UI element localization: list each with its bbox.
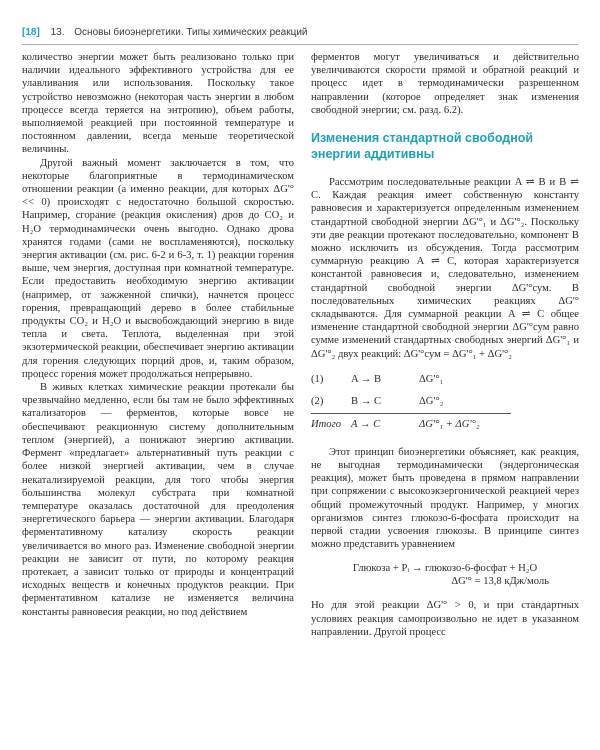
- paragraph: Этот принцип биоэнергетики объясняет, как реакция, не выгодная термодинамически (эндергоническая реакция), может быть проведена в прямом направлении при сопряжении с высокоэкзергонической реакцией через общий промежуточный продукт. Например, у многих организмов синтез глюкозо-6-фосфата происходит на первой стадии усвоения глюкозы. В принципе синтез можно представить уравнением: [311, 446, 579, 551]
- paragraph: Рассмотрим последовательные реакции A ⇌ B и B ⇌ C. Каждая реакция имеет собственную константу равновесия и характеризуется определенным изменением стандартной свободной энергии ΔG'°₁ и ΔG'°₂. Поскольку эти две реакции протекают последовательно, компонент B можно исключить из обсуждения. Тогда рассмотрим суммарную реакцию A ⇌ C, которая характеризуется константой равновесия и, следовательно, изменением стандартной свободной энергии ΔG'°сум. В последовательных химических реакциях ΔG'° складываются. Для суммарной реакции A ⇌ C общее изменение стандартной свободной энергии ΔG'°сум равно сумме изменений стандартных свободных энергий ΔG'°₁ и ΔG'°₂ двух реакций: ΔG'°сум = ΔG'°₁ + ΔG'°₂: [311, 177, 579, 360]
- paragraph: количество энергии может быть реализовано только при наличии идеального эффективного устройства для ее улавливания или использования. Поскольку такое устройство невозможно (некоторая часть энергии в любом процессе всегда теряется на энтропию), объем работы, выполняемой реакцией при постоянной температуре и постоянном давлении, всегда меньше теоретической величины.: [22, 52, 294, 156]
- reaction-table: [311, 369, 511, 436]
- reaction-equation: B → C: [351, 396, 382, 408]
- running-header: [22, 27, 308, 41]
- right-column: [311, 51, 579, 639]
- reaction-label: (2): [311, 396, 324, 408]
- header-rule: [22, 44, 578, 45]
- reaction-energy: ΔG'°₁ + ΔG'°₂: [419, 413, 511, 436]
- reaction-energy: ΔG'°₁: [419, 374, 444, 386]
- table-row-total: [311, 413, 511, 436]
- reaction-label: Итого: [311, 413, 351, 436]
- reaction-energy: ΔG'°₂: [419, 396, 444, 408]
- equation-energy: ΔG'° = 13,8 кДж/моль: [451, 576, 549, 588]
- reaction-equation: A → B: [351, 374, 382, 386]
- chapter-title: Основы биоэнергетики. Типы химических реакций: [74, 27, 308, 38]
- equation: Глюкоза + Pᵢ → глюкозо-6-фосфат + H₂O: [352, 563, 538, 575]
- reaction-label: (1): [311, 374, 324, 386]
- reaction-equation: A → C: [351, 413, 419, 436]
- table-row: [311, 369, 511, 391]
- chapter-number: 13.: [50, 27, 65, 38]
- paragraph: Другой важный момент заключается в том, что некоторые благоприятные в термодинамическом отношении реакции (а именно реакции, для которых ΔG'° << 0) происходят с недостаточно большой скоростью. Например, сгорание (реакция окисления) дров до CO₂ и H₂O термодинамически очень выгодно. Однако дрова хранятся годами (сами не воспламеняются), поскольку энергия активации (см. рис. 6-2 и 6-3, т. 1) реакции горения выше, чем энергия, доступная при комнатной температуре. Если предоставить необходимую энергию активации (например, от зажженной спички), начнется процесс горения, превращающий дерево в более стабильные продукты CO₂ и H₂O и высвобождающий энергию в виде тепла и света. Теплота, выделенная при этой экзотермической реакции, обеспечивает энергию активации для горения следующих порций дров, и, таким образом, процесс горения может продолжаться непрерывно.: [22, 157, 294, 380]
- left-column: [22, 51, 294, 619]
- paragraph: Но для этой реакции ΔG'° > 0, и при стандартных условиях реакция самопроизвольно не идет в указанном направлении. Другой процесс: [311, 600, 579, 638]
- paragraph: В живых клетках химические реакции протекали бы чрезвычайно медленно, если бы там не было эффективных катализаторов — ферментов, которые вовсе не обеспечивают реакционную систему дополнительным теплом (энергией), а понижают энергию активации. Фермент «предлагает» альтернативный путь реакции с более низкой энергией активации, чем в случае некатализируемой реакции, для того чтобы энергия большинства молекул субстрата при комнатной температуре оказалась достаточной для преодоления энергетического барьера — энергии активации. Благодаря ферментативному катализу скорость реакции увеличивается во много раз. Изменение свободной энергии реакции не зависит от пути, по которому реакция протекает, а зависит только от природы и концентраций исходных веществ и конечных продуктов реакции. При ферментативном катализе не изменяется величина константы равновесия реакции, но под действием: [22, 382, 294, 618]
- section-heading: Изменения стандартной свободной энергии аддитивны: [311, 131, 534, 161]
- page-number: [18]: [22, 27, 40, 38]
- table-row: [311, 391, 511, 414]
- paragraph: ферментов могут увеличиваться и действительно увеличиваются скорости прямой и обратной реакций и процесс идет в термодинамически разрешенном направлении (которое определяет знак изменения свободной энергии; см. разд. 6.2).: [311, 52, 579, 116]
